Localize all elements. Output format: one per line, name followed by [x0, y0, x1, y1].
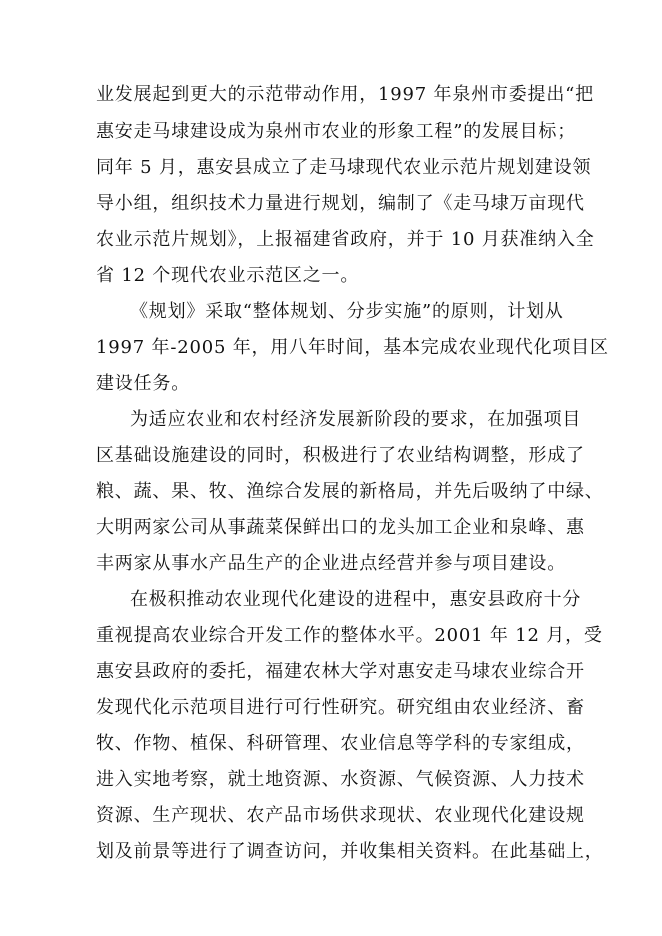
paragraph-first-line: 《规划》采取“整体规划、分步实施”的原则，计划从	[130, 301, 564, 322]
paragraph-line: 农业示范片规划》，上报福建省政府，并于 10 月获准纳入全	[96, 229, 595, 250]
paragraph-line: 业发展起到更大的示范带动作用，1997 年泉州市委提出“把	[96, 84, 594, 105]
paragraph-line: 牧、作物、植保、科研管理、农业信息等学科的专家组成，	[96, 733, 585, 754]
paragraph-line: 划及前景等进行了调查访问，并收集相关资料。在此基础上，	[96, 841, 604, 862]
paragraph-line: 发现代化示范项目进行可行性研究。研究组由农业经济、畜	[96, 697, 585, 718]
paragraph-line: 重视提高农业综合开发工作的整体水平。2001 年 12 月，受	[96, 625, 603, 646]
paragraph-first-line: 为适应农业和农村经济发展新阶段的要求，在加强项目	[130, 409, 582, 430]
paragraph-line: 惠安走马埭建设成为泉州市农业的形象工程”的发展目标；	[96, 121, 576, 142]
paragraph-line: 省 12 个现代农业示范区之一。	[96, 265, 360, 286]
paragraph-line: 惠安县政府的委托，福建农林大学对惠安走马埭农业综合开	[96, 661, 585, 682]
paragraph-line: 粮、蔬、果、牧、渔综合发展的新格局，并先后吸纳了中绿、	[96, 481, 604, 502]
paragraph-line: 1997 年-2005 年，用八年时间，基本完成农业现代化项目区	[96, 337, 609, 358]
paragraph-line: 区基础设施建设的同时，积极进行了农业结构调整，形成了	[96, 445, 585, 466]
paragraph-line: 大明两家公司从事蔬菜保鲜出口的龙头加工企业和泉峰、惠	[96, 517, 585, 538]
paragraph-line: 建设任务。	[96, 373, 190, 394]
paragraph-line: 同年 5 月，惠安县成立了走马埭现代农业示范片规划建设领	[96, 157, 592, 178]
paragraph-first-line: 在极积推动农业现代化建设的进程中，惠安县政府十分	[130, 589, 582, 610]
paragraph-line: 丰两家从事水产品生产的企业进点经营并参与项目建设。	[96, 553, 566, 574]
paragraph-line: 进入实地考察，就土地资源、水资源、气候资源、人力技术	[96, 769, 585, 790]
paragraph-line: 资源、生产现状、农产品市场供求现状、农业现代化建设规	[96, 805, 585, 826]
paragraph-line: 导小组，组织技术力量进行规划，编制了《走马埭万亩现代	[96, 193, 585, 214]
